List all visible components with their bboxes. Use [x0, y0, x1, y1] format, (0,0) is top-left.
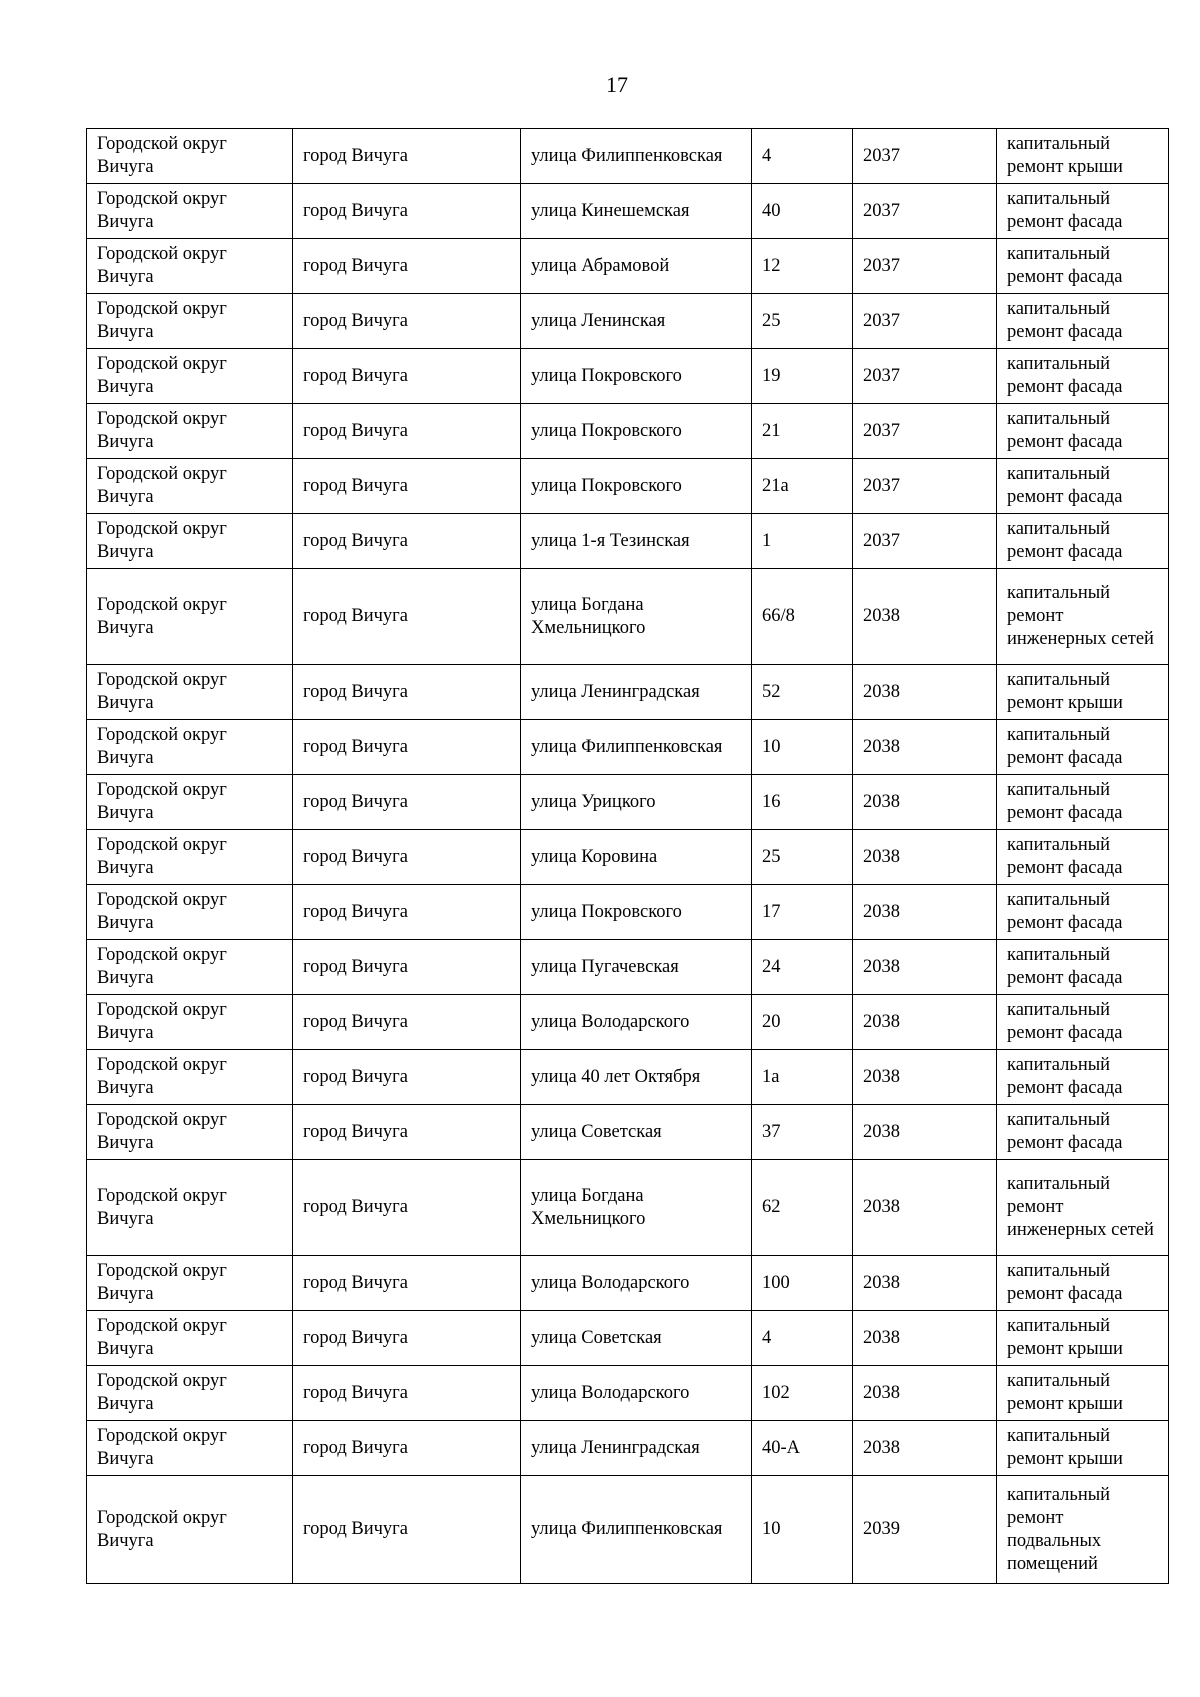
cell-year: 2037: [853, 404, 997, 459]
table-row: [87, 129, 1169, 184]
cell-street: улица Советская: [521, 1311, 752, 1366]
cell-city: город Вичуга: [293, 830, 521, 885]
cell-city: город Вичуга: [293, 885, 521, 940]
table-row: [87, 459, 1169, 514]
cell-district: Городской округ Вичуга: [87, 940, 293, 995]
cell-city: город Вичуга: [293, 665, 521, 720]
cell-house: 62: [752, 1160, 853, 1256]
cell-year: 2038: [853, 995, 997, 1050]
cell-house: 4: [752, 1311, 853, 1366]
cell-year: 2037: [853, 514, 997, 569]
cell-work: капитальный ремонт фасада: [997, 940, 1169, 995]
table-row: [87, 1476, 1169, 1584]
cell-year: 2038: [853, 720, 997, 775]
cell-city: город Вичуга: [293, 239, 521, 294]
cell-work: капитальный ремонт крыши: [997, 665, 1169, 720]
cell-work: капитальный ремонт фасада: [997, 1105, 1169, 1160]
cell-year: 2037: [853, 239, 997, 294]
cell-house: 10: [752, 720, 853, 775]
cell-city: город Вичуга: [293, 1050, 521, 1105]
cell-city: город Вичуга: [293, 1105, 521, 1160]
cell-work: капитальный ремонт фасада: [997, 349, 1169, 404]
cell-street: улица Володарского: [521, 995, 752, 1050]
cell-house: 24: [752, 940, 853, 995]
cell-work: капитальный ремонт фасада: [997, 1050, 1169, 1105]
cell-street: улица Покровского: [521, 885, 752, 940]
cell-work: капитальный ремонт инженерных сетей: [997, 569, 1169, 665]
cell-year: 2039: [853, 1476, 997, 1584]
table-row: [87, 349, 1169, 404]
cell-work: капитальный ремонт крыши: [997, 129, 1169, 184]
cell-year: 2038: [853, 1366, 997, 1421]
cell-work: капитальный ремонт фасада: [997, 239, 1169, 294]
table-row: [87, 775, 1169, 830]
cell-district: Городской округ Вичуга: [87, 239, 293, 294]
cell-year: 2038: [853, 1256, 997, 1311]
cell-city: город Вичуга: [293, 1476, 521, 1584]
cell-work: капитальный ремонт крыши: [997, 1421, 1169, 1476]
cell-city: город Вичуга: [293, 514, 521, 569]
cell-district: Городской округ Вичуга: [87, 294, 293, 349]
cell-street: улица 40 лет Октября: [521, 1050, 752, 1105]
cell-house: 66/8: [752, 569, 853, 665]
cell-work: капитальный ремонт фасада: [997, 830, 1169, 885]
cell-year: 2037: [853, 459, 997, 514]
cell-house: 37: [752, 1105, 853, 1160]
cell-city: город Вичуга: [293, 569, 521, 665]
cell-street: улица Покровского: [521, 349, 752, 404]
table-row: [87, 885, 1169, 940]
cell-district: Городской округ Вичуга: [87, 775, 293, 830]
cell-street: улица Богдана Хмельницкого: [521, 1160, 752, 1256]
cell-work: капитальный ремонт подвальных помещений: [997, 1476, 1169, 1584]
cell-city: город Вичуга: [293, 404, 521, 459]
cell-house: 10: [752, 1476, 853, 1584]
table-row: [87, 294, 1169, 349]
cell-district: Городской округ Вичуга: [87, 665, 293, 720]
cell-house: 16: [752, 775, 853, 830]
cell-street: улица Ленинградская: [521, 665, 752, 720]
cell-city: город Вичуга: [293, 459, 521, 514]
cell-city: город Вичуга: [293, 1421, 521, 1476]
cell-street: улица Покровского: [521, 459, 752, 514]
table-row: [87, 1421, 1169, 1476]
cell-house: 4: [752, 129, 853, 184]
cell-year: 2038: [853, 1311, 997, 1366]
cell-district: Городской округ Вичуга: [87, 1050, 293, 1105]
cell-house: 20: [752, 995, 853, 1050]
cell-city: город Вичуга: [293, 775, 521, 830]
table-row: [87, 184, 1169, 239]
cell-year: 2038: [853, 1160, 997, 1256]
cell-year: 2037: [853, 129, 997, 184]
cell-work: капитальный ремонт фасада: [997, 995, 1169, 1050]
cell-house: 19: [752, 349, 853, 404]
cell-year: 2038: [853, 569, 997, 665]
cell-city: город Вичуга: [293, 720, 521, 775]
cell-district: Городской округ Вичуга: [87, 1256, 293, 1311]
cell-house: 17: [752, 885, 853, 940]
cell-district: Городской округ Вичуга: [87, 129, 293, 184]
table-row: [87, 569, 1169, 665]
cell-city: город Вичуга: [293, 1366, 521, 1421]
table-row: [87, 830, 1169, 885]
cell-street: улица Ленинская: [521, 294, 752, 349]
cell-house: 21а: [752, 459, 853, 514]
cell-street: улица 1-я Тезинская: [521, 514, 752, 569]
cell-district: Городской округ Вичуга: [87, 514, 293, 569]
cell-district: Городской округ Вичуга: [87, 349, 293, 404]
table-row: [87, 665, 1169, 720]
cell-house: 102: [752, 1366, 853, 1421]
cell-house: 1а: [752, 1050, 853, 1105]
cell-year: 2038: [853, 775, 997, 830]
cell-house: 21: [752, 404, 853, 459]
cell-house: 40-А: [752, 1421, 853, 1476]
cell-house: 25: [752, 294, 853, 349]
cell-house: 12: [752, 239, 853, 294]
cell-street: улица Ленинградская: [521, 1421, 752, 1476]
cell-street: улица Покровского: [521, 404, 752, 459]
table-row: [87, 1311, 1169, 1366]
cell-year: 2038: [853, 1421, 997, 1476]
repair-schedule-table: [86, 128, 1169, 1584]
cell-district: Городской округ Вичуга: [87, 459, 293, 514]
cell-district: Городской округ Вичуга: [87, 1421, 293, 1476]
cell-street: улица Советская: [521, 1105, 752, 1160]
cell-work: капитальный ремонт фасада: [997, 404, 1169, 459]
table-row: [87, 1050, 1169, 1105]
cell-street: улица Абрамовой: [521, 239, 752, 294]
cell-work: капитальный ремонт крыши: [997, 1366, 1169, 1421]
cell-city: город Вичуга: [293, 129, 521, 184]
cell-city: город Вичуга: [293, 294, 521, 349]
cell-street: улица Филиппенковская: [521, 129, 752, 184]
cell-street: улица Володарского: [521, 1366, 752, 1421]
cell-street: улица Кинешемская: [521, 184, 752, 239]
table-row: [87, 1160, 1169, 1256]
cell-city: город Вичуга: [293, 1160, 521, 1256]
cell-house: 25: [752, 830, 853, 885]
cell-house: 40: [752, 184, 853, 239]
cell-year: 2038: [853, 940, 997, 995]
cell-city: город Вичуга: [293, 995, 521, 1050]
cell-city: город Вичуга: [293, 349, 521, 404]
table-row: [87, 404, 1169, 459]
cell-year: 2037: [853, 184, 997, 239]
cell-work: капитальный ремонт фасада: [997, 885, 1169, 940]
cell-district: Городской округ Вичуга: [87, 1311, 293, 1366]
cell-year: 2038: [853, 1050, 997, 1105]
cell-city: город Вичуга: [293, 1311, 521, 1366]
cell-work: капитальный ремонт инженерных сетей: [997, 1160, 1169, 1256]
cell-district: Городской округ Вичуга: [87, 995, 293, 1050]
cell-city: город Вичуга: [293, 1256, 521, 1311]
cell-district: Городской округ Вичуга: [87, 1476, 293, 1584]
cell-street: улица Коровина: [521, 830, 752, 885]
cell-district: Городской округ Вичуга: [87, 885, 293, 940]
cell-city: город Вичуга: [293, 940, 521, 995]
table-row: [87, 239, 1169, 294]
cell-district: Городской округ Вичуга: [87, 720, 293, 775]
cell-work: капитальный ремонт фасада: [997, 1256, 1169, 1311]
table-row: [87, 1256, 1169, 1311]
cell-street: улица Филиппенковская: [521, 1476, 752, 1584]
cell-house: 100: [752, 1256, 853, 1311]
table-row: [87, 940, 1169, 995]
cell-city: город Вичуга: [293, 184, 521, 239]
table-row: [87, 1105, 1169, 1160]
cell-district: Городской округ Вичуга: [87, 184, 293, 239]
table-row: [87, 1366, 1169, 1421]
table-body: [87, 129, 1169, 1584]
cell-year: 2038: [853, 1105, 997, 1160]
page-number: 17: [606, 72, 628, 97]
table-row: [87, 720, 1169, 775]
cell-year: 2038: [853, 830, 997, 885]
cell-street: улица Пугачевская: [521, 940, 752, 995]
cell-work: капитальный ремонт фасада: [997, 720, 1169, 775]
cell-year: 2037: [853, 349, 997, 404]
cell-work: капитальный ремонт фасада: [997, 514, 1169, 569]
cell-house: 52: [752, 665, 853, 720]
cell-street: улица Урицкого: [521, 775, 752, 830]
cell-street: улица Володарского: [521, 1256, 752, 1311]
cell-district: Городской округ Вичуга: [87, 404, 293, 459]
table-row: [87, 514, 1169, 569]
table-row: [87, 995, 1169, 1050]
cell-district: Городской округ Вичуга: [87, 830, 293, 885]
cell-work: капитальный ремонт крыши: [997, 1311, 1169, 1366]
cell-work: капитальный ремонт фасада: [997, 459, 1169, 514]
cell-work: капитальный ремонт фасада: [997, 294, 1169, 349]
cell-street: улица Богдана Хмельницкого: [521, 569, 752, 665]
cell-work: капитальный ремонт фасада: [997, 775, 1169, 830]
cell-year: 2037: [853, 294, 997, 349]
cell-district: Городской округ Вичуга: [87, 1366, 293, 1421]
cell-district: Городской округ Вичуга: [87, 1160, 293, 1256]
cell-year: 2038: [853, 665, 997, 720]
cell-district: Городской округ Вичуга: [87, 1105, 293, 1160]
cell-work: капитальный ремонт фасада: [997, 184, 1169, 239]
cell-house: 1: [752, 514, 853, 569]
cell-year: 2038: [853, 885, 997, 940]
cell-street: улица Филиппенковская: [521, 720, 752, 775]
cell-district: Городской округ Вичуга: [87, 569, 293, 665]
